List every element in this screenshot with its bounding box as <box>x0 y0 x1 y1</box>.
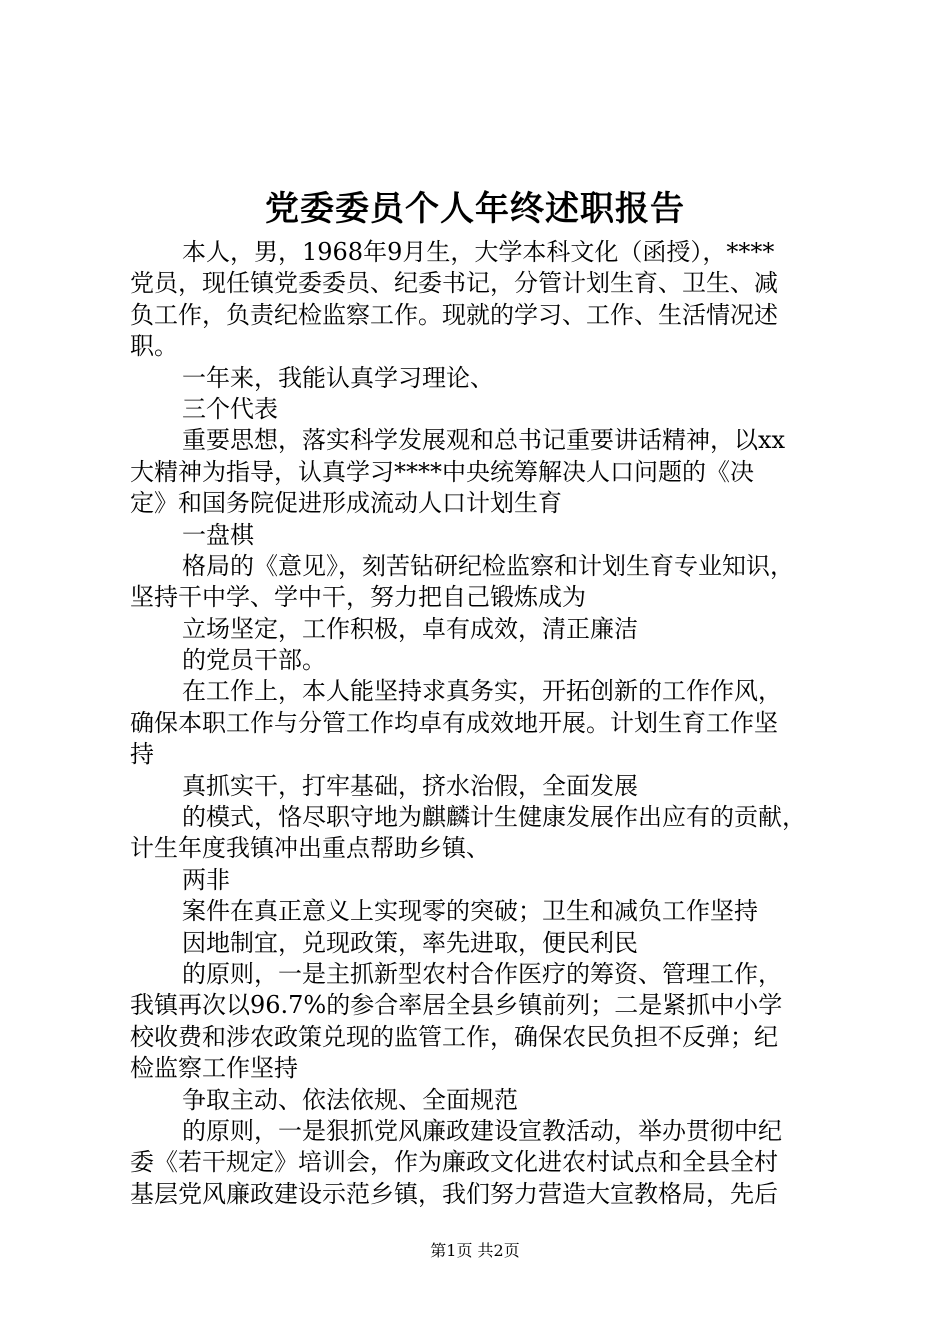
text-line: 重要思想，落实科学发展观和总书记重要讲话精神，以xx <box>182 426 786 455</box>
page-footer: 第1页 共2页 <box>430 1241 520 1260</box>
text-line: 的模式，恪尽职守地为麒麟计生健康发展作出应有的贡献， <box>182 803 806 832</box>
text-line: 案件在真正意义上实现零的突破；卫生和减负工作坚持 <box>182 897 758 926</box>
text-line: 基层党风廉政建设示范乡镇，我们努力营造大宣教格局，先后 <box>130 1179 778 1208</box>
text-line: 持 <box>130 740 154 769</box>
text-line: 一盘棋 <box>182 520 254 549</box>
text-line: 在工作上，本人能坚持求真务实，开拓创新的工作作风， <box>182 677 782 706</box>
text-line: 格局的《意见》，刻苦钻研纪检监察和计划生育专业知识， <box>182 551 794 580</box>
text-line: 确保本职工作与分管工作均卓有成效地开展。计划生育工作坚 <box>130 708 778 737</box>
text-line: 检监察工作坚持 <box>130 1054 298 1083</box>
text-line: 校收费和涉农政策兑现的监管工作，确保农民负担不反弹；纪 <box>130 1022 778 1051</box>
document-title: 党委委员个人年终述职报告 <box>265 189 685 229</box>
text-line: 定》和国务院促进形成流动人口计划生育 <box>130 489 562 518</box>
text-line: 委《若干规定》培训会，作为廉政文化进农村试点和全县全村 <box>130 1148 778 1177</box>
text-line: 计生年度我镇冲出重点帮助乡镇、 <box>130 834 490 863</box>
text-line: 两非 <box>182 865 230 894</box>
text-line: 我镇再次以96.7%的参合率居全县乡镇前列；二是紧抓中小学 <box>130 991 783 1020</box>
text-line: 负工作，负责纪检监察工作。现就的学习、工作、生活情况述 <box>130 300 778 329</box>
text-line: 本人，男，1968年9月生，大学本科文化（函授），**** <box>182 238 775 266</box>
text-line: 的原则，一是狠抓党风廉政建设宣教活动，举办贯彻中纪 <box>182 1116 782 1145</box>
text-line: 因地制宜，兑现政策，率先进取，便民利民 <box>182 928 638 957</box>
text-line: 立场坚定，工作积极，卓有成效，清正廉洁 <box>182 614 638 643</box>
text-line: 党员，现任镇党委委员、纪委书记，分管计划生育、卫生、减 <box>130 269 778 298</box>
text-line: 职。 <box>130 332 178 361</box>
text-line: 坚持干中学、学中干，努力把自己锻炼成为 <box>130 583 586 612</box>
text-line: 的原则，一是主抓新型农村合作医疗的筹资、管理工作， <box>182 959 782 988</box>
text-line: 真抓实干，打牢基础，挤水治假，全面发展 <box>182 771 638 800</box>
text-line: 一年来，我能认真学习理论、 <box>182 363 494 392</box>
text-line: 争取主动、依法依规、全面规范 <box>182 1085 518 1114</box>
text-line: 的党员干部。 <box>182 646 326 675</box>
text-line: 三个代表 <box>182 394 278 423</box>
document-body <box>130 237 836 1210</box>
text-line: 大精神为指导，认真学习****中央统筹解决人口问题的《决 <box>130 457 754 486</box>
